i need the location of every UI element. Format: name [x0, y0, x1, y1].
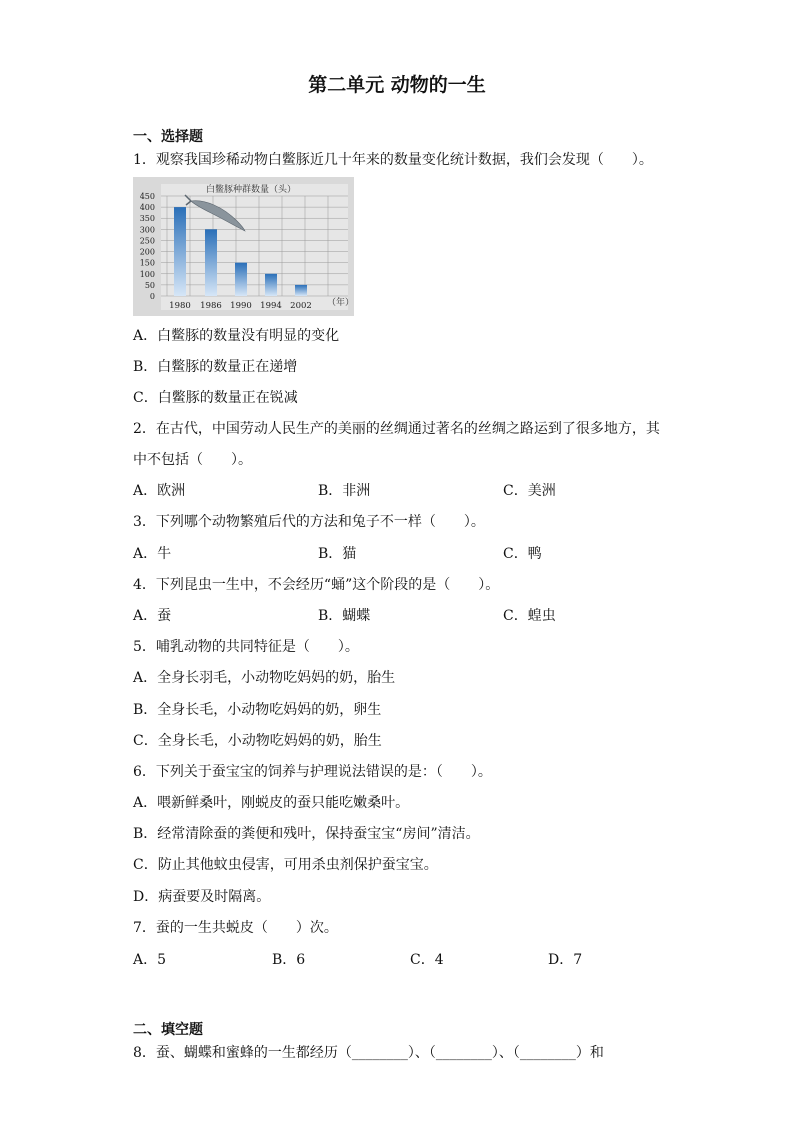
- q7-option-d: D．7: [548, 952, 583, 968]
- q6-stem: 6．下列关于蚕宝宝的饲养与护理说法错误的是：（ ）。: [133, 764, 492, 780]
- y-tick-label: 450: [139, 192, 155, 201]
- q5-stem: 5．哺乳动物的共同特征是（ ）。: [133, 639, 359, 655]
- chart-svg: [133, 177, 354, 316]
- y-tick-label: 250: [139, 236, 155, 246]
- q4-option-b: B．蝴蝶: [318, 608, 371, 624]
- x-tick-label: 1980: [169, 301, 191, 311]
- x-tick-label: 1986: [200, 301, 222, 311]
- population-bar-chart: [133, 177, 354, 316]
- q2-option-a: A．欧洲: [133, 483, 186, 499]
- bar-1980: [174, 207, 186, 296]
- q1-stem: 1．观察我国珍稀动物白鳖豚近几十年来的数量变化统计数据，我们会发现（ ）。: [133, 152, 653, 168]
- q3-option-b: B．猫: [318, 546, 357, 562]
- q7-option-b: B．6: [272, 952, 306, 968]
- bar-1994: [265, 274, 277, 296]
- q6-option-a: A．喂新鲜桑叶，刚蜕皮的蚕只能吃嫩桑叶。: [133, 795, 410, 811]
- q2-option-c: C．美洲: [503, 483, 556, 499]
- x-tick-label: 1990: [230, 301, 252, 311]
- q4-option-a: A．蚕: [133, 608, 172, 624]
- q4-option-c: C．蝗虫: [503, 608, 556, 624]
- bar-2002: [295, 285, 307, 296]
- y-tick-label: 200: [139, 247, 155, 257]
- q4-stem: 4．下列昆虫一生中，不会经历“蛹”这个阶段的是（ ）。: [133, 577, 500, 593]
- y-tick-label: 300: [139, 225, 155, 235]
- q5-option-a: A．全身长羽毛，小动物吃妈妈的奶，胎生: [133, 670, 396, 686]
- x-tick-label: 1994: [260, 301, 282, 311]
- q7-option-a: A．5: [133, 952, 167, 968]
- y-tick-label: 150: [139, 258, 155, 268]
- q7-stem: 7．蚕的一生共蜕皮（ ）次。: [133, 920, 338, 936]
- q3-option-a: A．牛: [133, 546, 172, 562]
- q5-option-c: C．全身长毛，小动物吃妈妈的奶，胎生: [133, 733, 382, 749]
- q1-option-a: A．白鳖豚的数量没有明显的变化: [133, 328, 340, 344]
- q6-option-c: C．防止其他蚊虫侵害，可用杀虫剂保护蚕宝宝。: [133, 857, 438, 873]
- q2-option-b: B．非洲: [318, 483, 371, 499]
- y-tick-label: 350: [139, 214, 155, 224]
- q7-option-c: C．4: [410, 952, 444, 968]
- q3-stem: 3．下列哪个动物繁殖后代的方法和兔子不一样（ ）。: [133, 514, 485, 530]
- q2-stem-line1: 2．在古代，中国劳动人民生产的美丽的丝绸通过著名的丝绸之路运到了很多地方，其: [133, 421, 660, 437]
- x-tick-layer: [169, 301, 312, 311]
- y-tick-label: 400: [139, 203, 155, 213]
- page-title: 第二单元 动物的一生: [308, 74, 486, 96]
- y-tick-label: 0: [149, 292, 155, 301]
- section-heading-fill: 二、填空题: [133, 1022, 203, 1038]
- q2-stem-line2: 中不包括（ ）。: [133, 452, 252, 468]
- q5-option-b: B．全身长毛，小动物吃妈妈的奶，卵生: [133, 702, 382, 718]
- section-heading-choice: 一、选择题: [133, 129, 203, 145]
- q6-option-b: B．经常清除蚕的粪便和残叶，保持蚕宝宝“房间”清洁。: [133, 826, 480, 842]
- bar-1986: [205, 229, 217, 296]
- q1-option-c: C．白鳖豚的数量正在锐减: [133, 390, 298, 406]
- q8-stem: 8．蚕、蝴蝶和蜜蜂的一生都经历（________）、（________）、（________）和: [133, 1045, 604, 1061]
- q6-option-d: D．病蚕要及时隔离。: [133, 889, 271, 905]
- chart-title: 白鳖豚种群数量（头）: [205, 185, 297, 195]
- q3-option-c: C．鸭: [503, 546, 542, 562]
- x-tick-label: 2002: [290, 301, 312, 311]
- q1-option-b: B．白鳖豚的数量正在递增: [133, 359, 298, 375]
- y-tick-label: 50: [144, 280, 155, 290]
- bar-1990: [235, 263, 247, 296]
- y-tick-label: 100: [139, 269, 155, 279]
- x-axis-unit: （年）: [327, 298, 354, 308]
